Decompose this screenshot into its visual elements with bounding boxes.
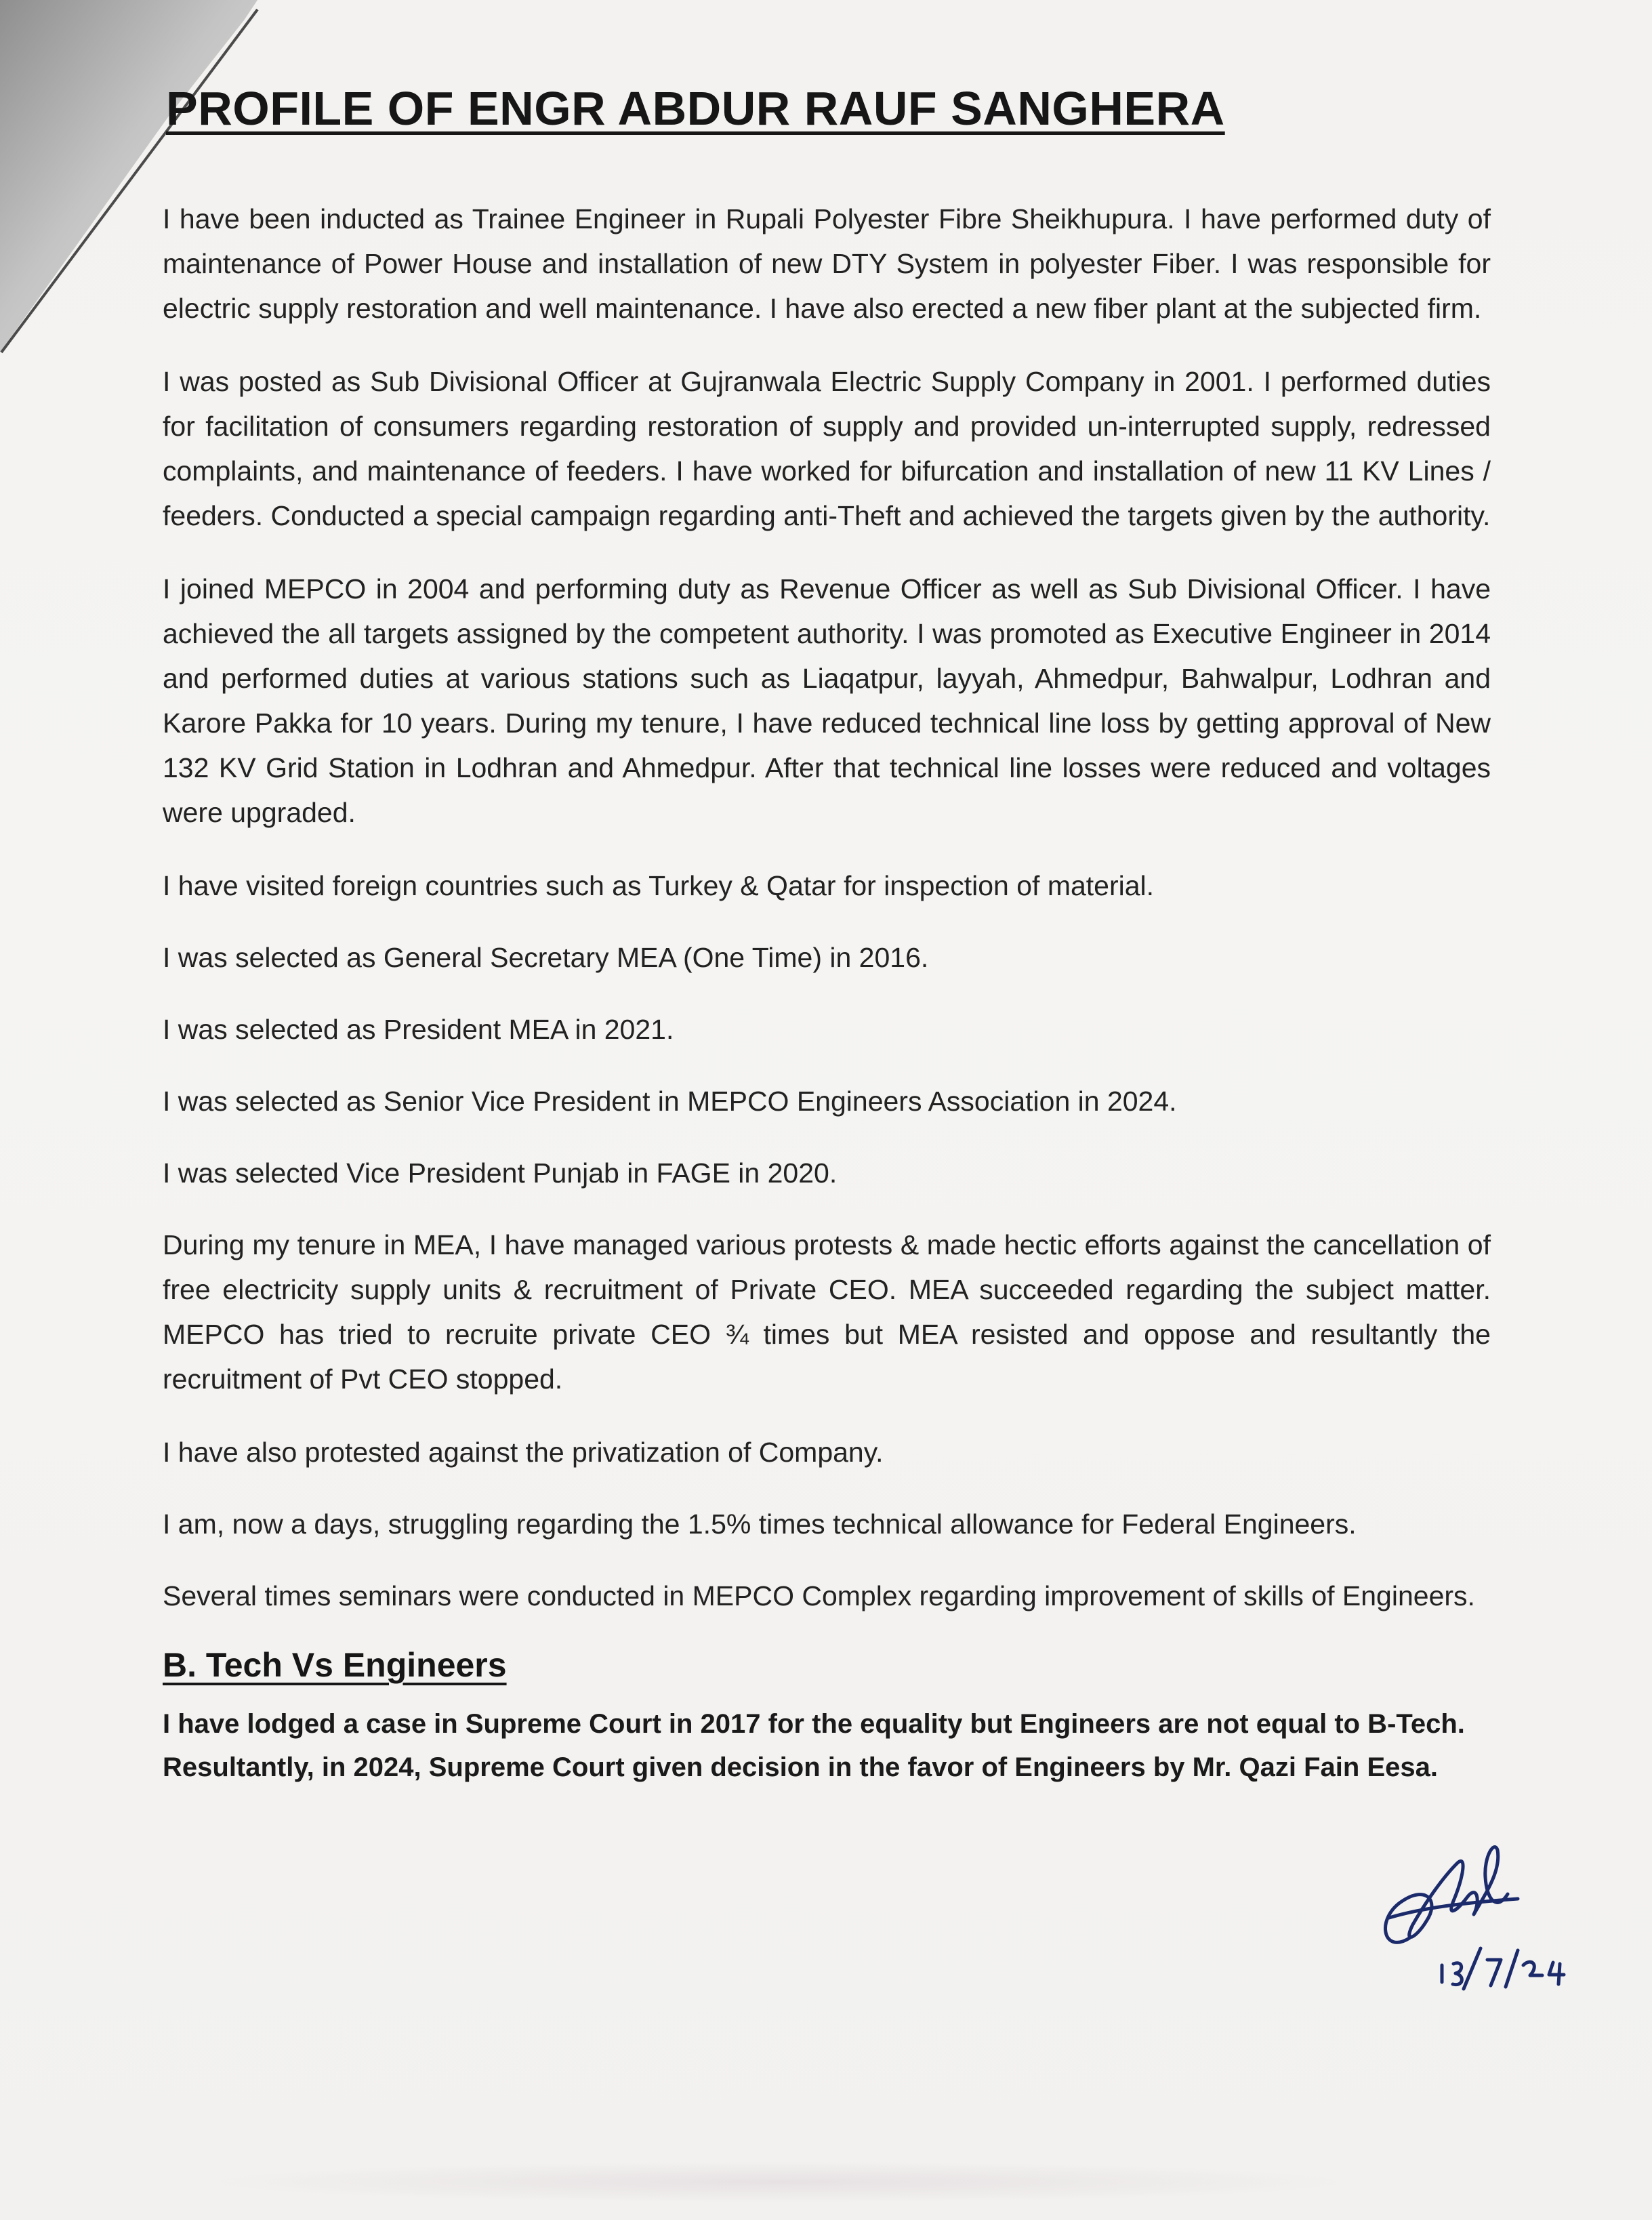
paragraph-trainee: I have been inducted as Trainee Engineer in Rupali Polyester Fibre Sheikhupura. I have performed duty of maintenance of Power House and installation of new DTY System in polyester Fiber. I was responsible for electric supply restoration and well maintenance. I have also erected a new fiber plant at the subjected firm. [163,203,1491,324]
document-title: PROFILE OF ENGR ABDUR RAUF SANGHERA [166,82,1225,135]
paragraph-president: I was selected as President MEA in 2021. [163,1014,674,1045]
paragraph-supreme-court: I have lodged a case in Supreme Court in 2017 for the equality but Engineers are not equal to B-Tech. Resultantly, in 2024, Supreme Court given decision in the favor of Engineers by Mr. Qazi Fain Eesa. [163,1709,1465,1782]
paragraph-seminars: Several times seminars were conducted in MEPCO Complex regarding improvement of skills of Engineers. [163,1580,1475,1611]
document-body [163,197,1491,1817]
paragraph-mepco: I joined MEPCO in 2004 and performing duty as Revenue Officer as well as Sub Divisional Officer. I have achieved the all targets assigned by the competent authority. I was promoted as Executive Engineer in 2014 and performed duties at various stations such as Liaqatpur, layyah, Ahmedpur, Bahwalpur, Lodhran and Karore Pakka for 10 years. During my tenure, I have reduced technical line loss by getting approval of New 132 KV Grid Station in Lodhran and Ahmedpur. After that technical line losses were reduced and voltages were upgraded. [163,573,1491,828]
paragraph-senior-vice-president: I was selected as Senior Vice President in MEPCO Engineers Association in 2024. [163,1086,1177,1117]
paragraph-foreign-visits: I have visited foreign countries such as Turkey & Qatar for inspection of material. [163,870,1155,901]
paragraph-privatization: I have also protested against the privatization of Company. [163,1437,884,1468]
section-heading-btech: B. Tech Vs Engineers [163,1646,507,1684]
paragraph-technical-allowance: I am, now a days, struggling regarding the 1.5% times technical allowance for Federal Engineers. [163,1508,1357,1540]
handwritten-signature [1362,1836,1586,1992]
paragraph-general-secretary: I was selected as General Secretary MEA (One Time) in 2016. [163,942,929,973]
paragraph-vice-president-fage: I was selected Vice President Punjab in FAGE in 2020. [163,1157,838,1189]
paragraph-gepco: I was posted as Sub Divisional Officer at Gujranwala Electric Supply Company in 2001. I performed duties for facilitation of consumers regarding restoration of supply and provided un-interrupted supply, redressed complaints, and maintenance of feeders. I have worked for bifurcation and installation of new 11 KV Lines / feeders. Conducted a special campaign regarding anti-Theft and achieved the targets given by the authority. [163,366,1491,531]
paragraph-mea-protests: During my tenure in MEA, I have managed various protests & made hectic efforts against the cancellation of free electricity supply units & recruitment of Private CEO. MEA succeeded regarding the subject matter. MEPCO has tried to recruite private CEO ¾ times but MEA resisted and oppose and resultantly the recruitment of Pvt CEO stopped. [163,1229,1491,1395]
scan-smudge [203,2162,1355,2202]
